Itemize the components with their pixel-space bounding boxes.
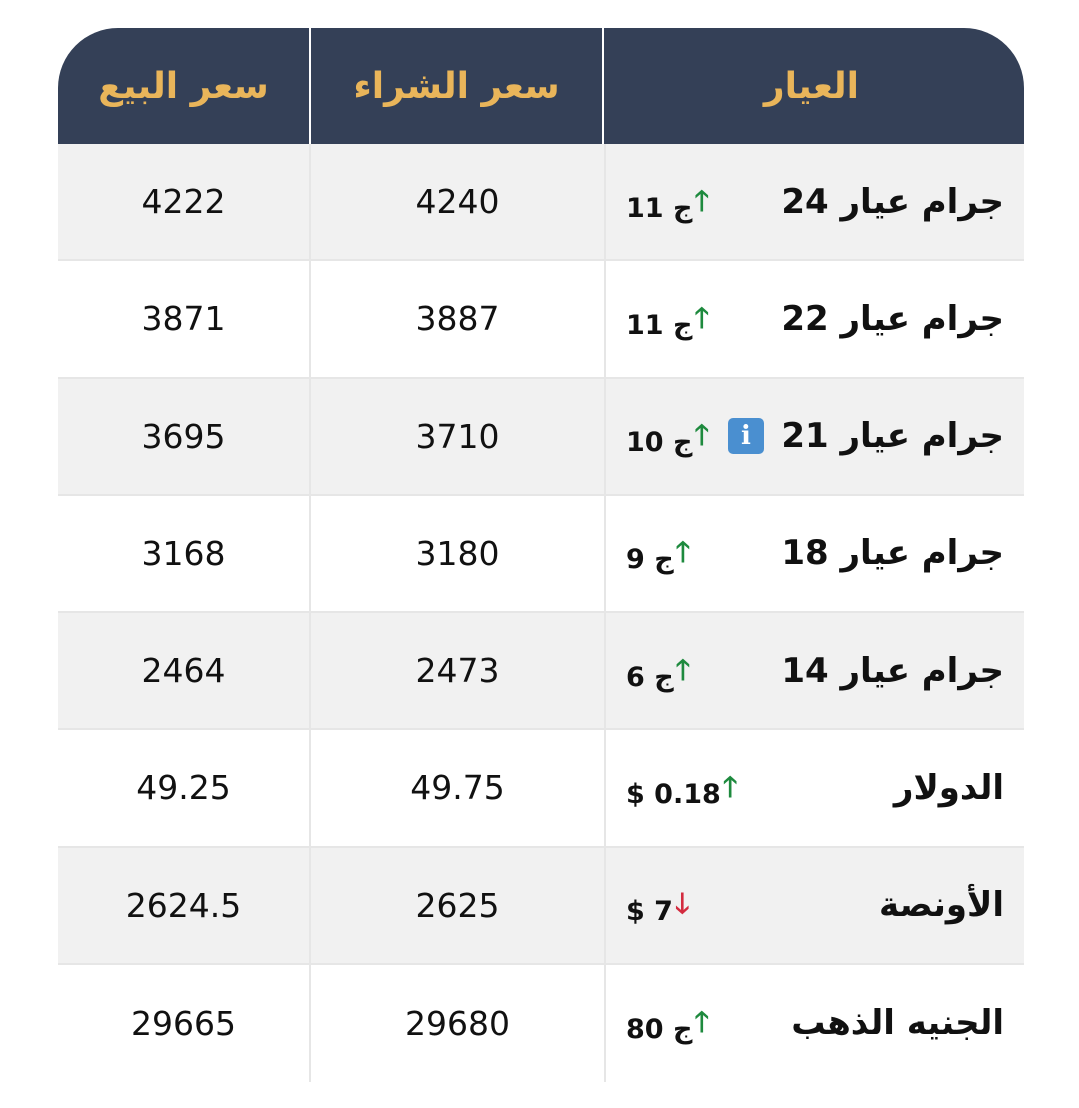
sell-price-cell: 29665 bbox=[131, 1003, 236, 1043]
price-change bbox=[626, 535, 691, 576]
karat-label: جرام عيار 21 bbox=[781, 416, 1004, 457]
table-header bbox=[58, 28, 1024, 144]
karat-cell bbox=[604, 496, 1024, 611]
sell-price-cell: 3695 bbox=[141, 416, 226, 456]
ounce-label: الأونصة bbox=[879, 885, 1004, 926]
arrow-down-icon: 🡓 bbox=[674, 887, 690, 921]
info-icon[interactable]: i bbox=[728, 418, 764, 454]
buy-price-cell: 2473 bbox=[309, 613, 604, 728]
karat-label: جرام عيار 22 bbox=[781, 298, 1004, 339]
gold-price-table bbox=[58, 28, 1024, 1082]
arrow-up-icon: 🡑 bbox=[694, 418, 710, 452]
arrow-up-icon: 🡑 bbox=[675, 652, 691, 686]
currency-label: الدولار bbox=[893, 767, 1004, 808]
table-row bbox=[58, 144, 1024, 261]
change-value: 10 ج bbox=[626, 427, 693, 459]
sell-price-cell: 2624.5 bbox=[125, 885, 242, 925]
price-change bbox=[626, 652, 691, 693]
table-row bbox=[58, 379, 1024, 496]
table-row bbox=[58, 496, 1024, 613]
price-change bbox=[626, 301, 710, 342]
change-value: 11 ج bbox=[626, 310, 693, 342]
table-row bbox=[58, 848, 1024, 965]
buy-price-cell: 29680 bbox=[309, 965, 604, 1082]
table-row bbox=[58, 965, 1024, 1082]
arrow-up-icon: 🡑 bbox=[675, 535, 691, 569]
karat-label: جرام عيار 18 bbox=[781, 533, 1004, 574]
sell-price-cell: 3168 bbox=[141, 533, 226, 573]
header-sell-price: سعر البيع bbox=[98, 65, 269, 107]
karat-cell bbox=[604, 379, 1024, 494]
karat-label: جرام عيار 14 bbox=[781, 650, 1004, 691]
header-buy-price: سعر الشراء bbox=[309, 28, 604, 144]
arrow-up-icon: 🡑 bbox=[694, 301, 710, 335]
karat-cell bbox=[604, 261, 1024, 376]
buy-price-cell: 2625 bbox=[309, 848, 604, 963]
price-change bbox=[626, 183, 710, 224]
sell-price-cell: 3871 bbox=[141, 299, 226, 339]
table-row bbox=[58, 613, 1024, 730]
header-karat: العيار bbox=[763, 65, 859, 107]
gold-pound-label: الجنيه الذهب bbox=[791, 1003, 1004, 1044]
change-value: $ 0.18 bbox=[626, 779, 721, 811]
currency-cell bbox=[604, 730, 1024, 845]
price-change bbox=[626, 418, 710, 459]
sell-price-cell: 2464 bbox=[141, 651, 226, 691]
buy-price-cell: 4240 bbox=[309, 144, 604, 259]
buy-price-cell: 3180 bbox=[309, 496, 604, 611]
price-change bbox=[626, 1005, 710, 1046]
ounce-cell bbox=[604, 848, 1024, 963]
arrow-up-icon: 🡑 bbox=[722, 770, 738, 804]
change-value: $ 7 bbox=[626, 896, 673, 928]
change-value: 9 ج bbox=[626, 544, 674, 576]
arrow-up-icon: 🡑 bbox=[694, 1005, 710, 1039]
change-value: 6 ج bbox=[626, 661, 674, 693]
arrow-up-icon: 🡑 bbox=[694, 183, 710, 217]
table-row bbox=[58, 261, 1024, 378]
karat-cell bbox=[604, 144, 1024, 259]
buy-price-cell: 3887 bbox=[309, 261, 604, 376]
sell-price-cell: 4222 bbox=[141, 182, 226, 222]
price-change bbox=[626, 887, 690, 928]
change-value: 80 ج bbox=[626, 1014, 693, 1046]
buy-price-cell: 49.75 bbox=[309, 730, 604, 845]
price-change bbox=[626, 770, 738, 811]
sell-price-cell: 49.25 bbox=[136, 768, 231, 808]
karat-label: جرام عيار 24 bbox=[781, 181, 1004, 222]
gold-pound-cell bbox=[604, 965, 1024, 1082]
karat-cell bbox=[604, 613, 1024, 728]
change-value: 11 ج bbox=[626, 192, 693, 224]
buy-price-cell: 3710 bbox=[309, 379, 604, 494]
table-row bbox=[58, 730, 1024, 847]
